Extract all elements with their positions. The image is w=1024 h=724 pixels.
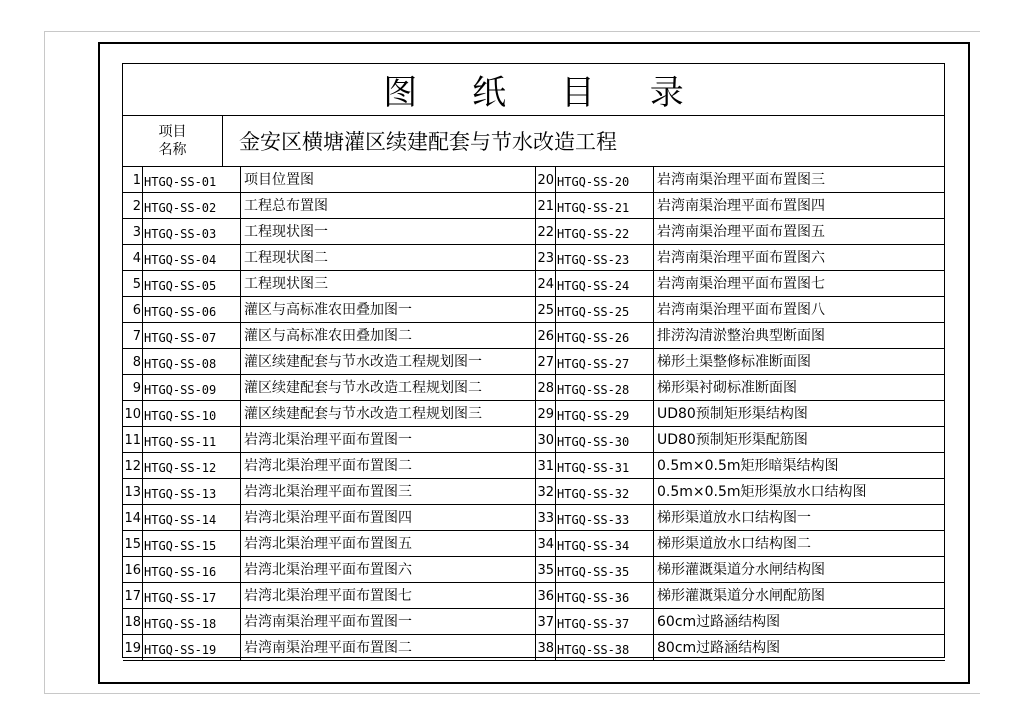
drawing-title: 岩湾南渠治理平面布置图八 — [657, 302, 825, 318]
drawing-code: HTGQ-SS-31 — [556, 453, 654, 478]
drawing-code: HTGQ-SS-20 — [556, 167, 654, 192]
drawing-code: HTGQ-SS-14 — [143, 505, 241, 530]
catalog-row — [123, 583, 535, 609]
catalog-row — [123, 323, 535, 349]
drawing-title: 岩湾北渠治理平面布置图三 — [244, 484, 412, 500]
drawing-title: 项目位置图 — [244, 172, 314, 188]
catalog-row — [536, 245, 945, 271]
drawing-title: 工程总布置图 — [244, 198, 328, 214]
catalog-row — [123, 505, 535, 531]
row-number: 15 — [123, 531, 143, 556]
drawing-title: 岩湾北渠治理平面布置图一 — [244, 432, 412, 448]
drawing-title: 灌区续建配套与节水改造工程规划图一 — [244, 354, 482, 370]
drawing-title: 岩湾北渠治理平面布置图四 — [244, 510, 412, 526]
catalog-row — [536, 479, 945, 505]
row-number: 3 — [123, 219, 143, 244]
row-number: 6 — [123, 297, 143, 322]
row-number: 17 — [123, 583, 143, 608]
drawing-title: 工程现状图三 — [244, 276, 328, 292]
catalog-column-left — [123, 167, 535, 661]
drawing-title: 梯形渠道放水口结构图一 — [657, 510, 811, 526]
catalog-row — [123, 479, 535, 505]
drawing-title: UD80预制矩形渠结构图 — [657, 406, 808, 422]
drawing-code: HTGQ-SS-02 — [143, 193, 241, 218]
catalog-row — [123, 297, 535, 323]
drawing-code: HTGQ-SS-35 — [556, 557, 654, 582]
project-row — [123, 116, 944, 167]
catalog-row — [536, 531, 945, 557]
catalog-row — [123, 245, 535, 271]
row-number: 27 — [536, 349, 556, 374]
row-number: 35 — [536, 557, 556, 582]
catalog-row — [536, 193, 945, 219]
project-name: 金安区横塘灌区续建配套与节水改造工程 — [239, 130, 617, 154]
row-number: 4 — [123, 245, 143, 270]
row-number: 11 — [123, 427, 143, 452]
catalog-row — [536, 609, 945, 635]
drawing-code: HTGQ-SS-01 — [143, 167, 241, 192]
drawing-title: 排涝沟清淤整治典型断面图 — [657, 328, 825, 344]
drawing-title: UD80预制矩形渠配筋图 — [657, 432, 808, 448]
catalog-row — [536, 583, 945, 609]
catalog-row — [536, 401, 945, 427]
row-number: 1 — [123, 167, 143, 192]
row-number: 26 — [536, 323, 556, 348]
drawing-code: HTGQ-SS-13 — [143, 479, 241, 504]
catalog-row — [536, 505, 945, 531]
drawing-title: 梯形渠道放水口结构图二 — [657, 536, 811, 552]
drawing-code: HTGQ-SS-04 — [143, 245, 241, 270]
drawing-title: 岩湾北渠治理平面布置图二 — [244, 458, 412, 474]
row-number: 2 — [123, 193, 143, 218]
catalog-row — [123, 219, 535, 245]
catalog-row — [123, 167, 535, 193]
row-number: 24 — [536, 271, 556, 296]
row-number: 13 — [123, 479, 143, 504]
drawing-code: HTGQ-SS-17 — [143, 583, 241, 608]
drawing-title: 灌区与高标准农田叠加图二 — [244, 328, 412, 344]
drawing-code: HTGQ-SS-15 — [143, 531, 241, 556]
row-number: 29 — [536, 401, 556, 426]
catalog-row — [536, 349, 945, 375]
drawing-code: HTGQ-SS-12 — [143, 453, 241, 478]
row-number: 12 — [123, 453, 143, 478]
drawing-code: HTGQ-SS-22 — [556, 219, 654, 244]
drawing-title: 梯形渠衬砌标准断面图 — [657, 380, 797, 396]
catalog-row — [536, 219, 945, 245]
drawing-title: 岩湾南渠治理平面布置图四 — [657, 198, 825, 214]
row-number: 33 — [536, 505, 556, 530]
row-number: 22 — [536, 219, 556, 244]
drawing-title: 岩湾南渠治理平面布置图三 — [657, 172, 825, 188]
drawing-code: HTGQ-SS-27 — [556, 349, 654, 374]
drawing-title: 0.5m×0.5m矩形渠放水口结构图 — [657, 484, 867, 500]
catalog-row — [536, 557, 945, 583]
row-number: 14 — [123, 505, 143, 530]
row-number: 32 — [536, 479, 556, 504]
project-label — [123, 116, 223, 166]
drawing-title: 梯形灌溉渠道分水闸结构图 — [657, 562, 825, 578]
drawing-title: 工程现状图一 — [244, 224, 328, 240]
row-number: 16 — [123, 557, 143, 582]
drawing-code: HTGQ-SS-32 — [556, 479, 654, 504]
drawing-title: 80cm过路涵结构图 — [657, 640, 781, 656]
drawing-title: 岩湾南渠治理平面布置图七 — [657, 276, 825, 292]
drawing-title: 岩湾北渠治理平面布置图七 — [244, 588, 412, 604]
catalog-row — [123, 531, 535, 557]
row-number: 5 — [123, 271, 143, 296]
catalog-row — [123, 271, 535, 297]
drawing-code: HTGQ-SS-28 — [556, 375, 654, 400]
drawing-title: 梯形灌溉渠道分水闸配筋图 — [657, 588, 825, 604]
drawing-code: HTGQ-SS-16 — [143, 557, 241, 582]
drawing-title: 灌区续建配套与节水改造工程规划图三 — [244, 406, 482, 422]
drawing-code: HTGQ-SS-33 — [556, 505, 654, 530]
drawing-code: HTGQ-SS-11 — [143, 427, 241, 452]
catalog-row — [123, 193, 535, 219]
drawing-code: HTGQ-SS-18 — [143, 609, 241, 634]
drawing-title: 岩湾南渠治理平面布置图一 — [244, 614, 412, 630]
catalog-row — [123, 609, 535, 635]
drawing-code: HTGQ-SS-37 — [556, 609, 654, 634]
catalog-row — [123, 375, 535, 401]
drawing-title: 灌区与高标准农田叠加图一 — [244, 302, 412, 318]
catalog-row — [123, 427, 535, 453]
drawing-code: HTGQ-SS-34 — [556, 531, 654, 556]
row-number: 21 — [536, 193, 556, 218]
catalog-title-row — [123, 64, 944, 116]
drawing-code: HTGQ-SS-21 — [556, 193, 654, 218]
row-number: 30 — [536, 427, 556, 452]
row-number: 28 — [536, 375, 556, 400]
drawing-code: HTGQ-SS-23 — [556, 245, 654, 270]
drawing-title: 岩湾北渠治理平面布置图五 — [244, 536, 412, 552]
catalog-row — [536, 453, 945, 479]
drawing-title: 梯形土渠整修标准断面图 — [657, 354, 811, 370]
drawing-code: HTGQ-SS-29 — [556, 401, 654, 426]
row-number: 10 — [123, 401, 143, 426]
row-number: 9 — [123, 375, 143, 400]
drawing-title: 0.5m×0.5m矩形暗渠结构图 — [657, 458, 839, 474]
drawing-code: HTGQ-SS-08 — [143, 349, 241, 374]
row-number: 38 — [536, 635, 556, 660]
row-number: 31 — [536, 453, 556, 478]
catalog-row — [123, 557, 535, 583]
catalog-row — [536, 375, 945, 401]
drawing-code: HTGQ-SS-25 — [556, 297, 654, 322]
row-number: 18 — [123, 609, 143, 634]
catalog-column-right — [535, 167, 945, 661]
project-label-line1: 项目 — [158, 124, 187, 140]
row-number: 19 — [123, 635, 143, 660]
drawing-title: 工程现状图二 — [244, 250, 328, 266]
catalog-row — [123, 453, 535, 479]
project-label-line2: 名称 — [158, 142, 187, 158]
drawing-code: HTGQ-SS-24 — [556, 271, 654, 296]
drawing-code: HTGQ-SS-06 — [143, 297, 241, 322]
row-number: 23 — [536, 245, 556, 270]
row-number: 36 — [536, 583, 556, 608]
drawing-title: 岩湾南渠治理平面布置图五 — [657, 224, 825, 240]
drawing-code: HTGQ-SS-38 — [556, 635, 654, 660]
catalog-row — [536, 427, 945, 453]
catalog-row — [123, 635, 535, 661]
row-number: 25 — [536, 297, 556, 322]
catalog-row — [536, 297, 945, 323]
drawing-title: 岩湾北渠治理平面布置图六 — [244, 562, 412, 578]
drawing-title: 岩湾南渠治理平面布置图六 — [657, 250, 825, 266]
drawing-title: 岩湾南渠治理平面布置图二 — [244, 640, 412, 656]
catalog-row — [123, 401, 535, 427]
drawing-code: HTGQ-SS-09 — [143, 375, 241, 400]
drawing-catalog-table — [122, 63, 945, 658]
row-number: 34 — [536, 531, 556, 556]
drawing-code: HTGQ-SS-30 — [556, 427, 654, 452]
drawing-code: HTGQ-SS-03 — [143, 219, 241, 244]
catalog-row — [123, 349, 535, 375]
drawing-code: HTGQ-SS-26 — [556, 323, 654, 348]
row-number: 7 — [123, 323, 143, 348]
drawing-title: 灌区续建配套与节水改造工程规划图二 — [244, 380, 482, 396]
row-number: 8 — [123, 349, 143, 374]
catalog-row — [536, 271, 945, 297]
catalog-row — [536, 323, 945, 349]
drawing-code: HTGQ-SS-07 — [143, 323, 241, 348]
row-number: 20 — [536, 167, 556, 192]
catalog-title: 图 纸 目 录 — [383, 73, 706, 113]
drawing-code: HTGQ-SS-05 — [143, 271, 241, 296]
row-number: 37 — [536, 609, 556, 634]
drawing-code: HTGQ-SS-36 — [556, 583, 654, 608]
catalog-row — [536, 167, 945, 193]
drawing-code: HTGQ-SS-19 — [143, 635, 241, 660]
drawing-code: HTGQ-SS-10 — [143, 401, 241, 426]
catalog-row — [536, 635, 945, 661]
drawing-title: 60cm过路涵结构图 — [657, 614, 781, 630]
